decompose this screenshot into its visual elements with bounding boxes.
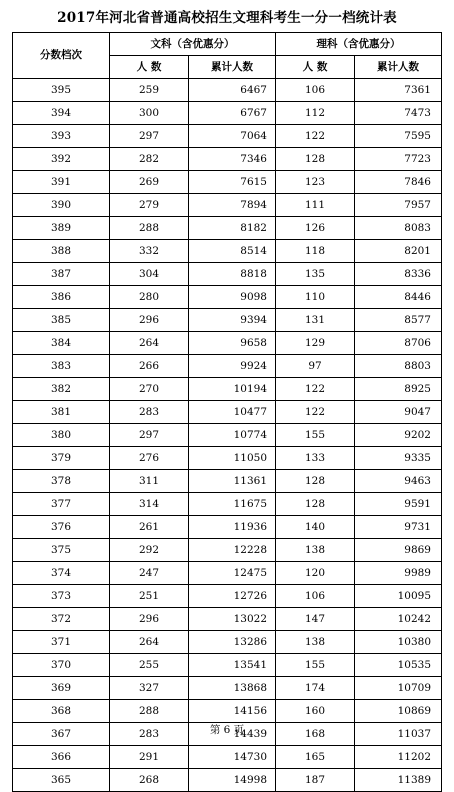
score-cell: 395	[13, 79, 110, 102]
arts-cumulative-cell: 11050	[189, 447, 276, 470]
arts-count-cell: 314	[110, 493, 189, 516]
arts-cumulative-cell: 13868	[189, 677, 276, 700]
arts-cumulative-cell: 12726	[189, 585, 276, 608]
score-cell: 384	[13, 332, 110, 355]
arts-count-cell: 270	[110, 378, 189, 401]
score-cell: 386	[13, 286, 110, 309]
science-count-cell: 106	[276, 585, 355, 608]
science-cumulative-cell: 11202	[355, 746, 442, 769]
score-cell: 372	[13, 608, 110, 631]
score-cell: 387	[13, 263, 110, 286]
arts-cumulative-cell: 9658	[189, 332, 276, 355]
score-cell: 366	[13, 746, 110, 769]
arts-count-cell: 283	[110, 723, 189, 746]
science-count-cell: 97	[276, 355, 355, 378]
score-distribution-table	[12, 32, 442, 792]
science-count-cell: 133	[276, 447, 355, 470]
science-cumulative-cell: 8446	[355, 286, 442, 309]
table-row	[13, 608, 442, 631]
score-cell: 381	[13, 401, 110, 424]
table-row	[13, 194, 442, 217]
science-count-cell: 126	[276, 217, 355, 240]
arts-count-cell: 276	[110, 447, 189, 470]
header-arts-group: 文科（含优惠分）	[110, 33, 276, 56]
score-cell: 373	[13, 585, 110, 608]
arts-cumulative-cell: 6767	[189, 102, 276, 125]
science-cumulative-cell: 7473	[355, 102, 442, 125]
table-row	[13, 746, 442, 769]
science-cumulative-cell: 7846	[355, 171, 442, 194]
science-count-cell: 187	[276, 769, 355, 792]
header-arts-count: 人 数	[110, 56, 189, 79]
science-count-cell: 128	[276, 148, 355, 171]
science-cumulative-cell: 10869	[355, 700, 442, 723]
arts-cumulative-cell: 11936	[189, 516, 276, 539]
science-count-cell: 155	[276, 654, 355, 677]
science-count-cell: 138	[276, 539, 355, 562]
arts-count-cell: 311	[110, 470, 189, 493]
science-count-cell: 131	[276, 309, 355, 332]
score-cell: 388	[13, 240, 110, 263]
science-cumulative-cell: 7957	[355, 194, 442, 217]
science-cumulative-cell: 8336	[355, 263, 442, 286]
arts-cumulative-cell: 9098	[189, 286, 276, 309]
science-count-cell: 147	[276, 608, 355, 631]
science-cumulative-cell: 10709	[355, 677, 442, 700]
science-cumulative-cell: 9463	[355, 470, 442, 493]
arts-cumulative-cell: 12475	[189, 562, 276, 585]
science-cumulative-cell: 9591	[355, 493, 442, 516]
arts-count-cell: 283	[110, 401, 189, 424]
arts-cumulative-cell: 13541	[189, 654, 276, 677]
science-count-cell: 135	[276, 263, 355, 286]
science-count-cell: 122	[276, 378, 355, 401]
arts-cumulative-cell: 7894	[189, 194, 276, 217]
science-cumulative-cell: 9202	[355, 424, 442, 447]
score-cell: 367	[13, 723, 110, 746]
science-cumulative-cell: 11037	[355, 723, 442, 746]
science-cumulative-cell: 9047	[355, 401, 442, 424]
score-cell: 383	[13, 355, 110, 378]
score-cell: 371	[13, 631, 110, 654]
arts-cumulative-cell: 14156	[189, 700, 276, 723]
science-count-cell: 128	[276, 470, 355, 493]
science-count-cell: 155	[276, 424, 355, 447]
science-cumulative-cell: 7723	[355, 148, 442, 171]
score-cell: 380	[13, 424, 110, 447]
score-cell: 369	[13, 677, 110, 700]
table-row	[13, 171, 442, 194]
score-cell: 385	[13, 309, 110, 332]
header-science-count: 人 数	[276, 56, 355, 79]
table-row	[13, 700, 442, 723]
arts-cumulative-cell: 8514	[189, 240, 276, 263]
arts-count-cell: 268	[110, 769, 189, 792]
arts-count-cell: 288	[110, 700, 189, 723]
science-cumulative-cell: 10535	[355, 654, 442, 677]
science-count-cell: 129	[276, 332, 355, 355]
arts-count-cell: 291	[110, 746, 189, 769]
arts-cumulative-cell: 13022	[189, 608, 276, 631]
science-count-cell: 165	[276, 746, 355, 769]
science-count-cell: 140	[276, 516, 355, 539]
arts-cumulative-cell: 7346	[189, 148, 276, 171]
arts-count-cell: 264	[110, 631, 189, 654]
score-cell: 365	[13, 769, 110, 792]
science-count-cell: 122	[276, 401, 355, 424]
table-row	[13, 677, 442, 700]
table-row	[13, 470, 442, 493]
score-cell: 392	[13, 148, 110, 171]
science-cumulative-cell: 8577	[355, 309, 442, 332]
science-cumulative-cell: 8925	[355, 378, 442, 401]
table-row	[13, 493, 442, 516]
science-count-cell: 138	[276, 631, 355, 654]
arts-cumulative-cell: 13286	[189, 631, 276, 654]
science-cumulative-cell: 9989	[355, 562, 442, 585]
science-cumulative-cell: 10380	[355, 631, 442, 654]
table-row	[13, 240, 442, 263]
science-cumulative-cell: 8803	[355, 355, 442, 378]
table-row	[13, 401, 442, 424]
score-cell: 389	[13, 217, 110, 240]
arts-count-cell: 332	[110, 240, 189, 263]
arts-count-cell: 269	[110, 171, 189, 194]
science-cumulative-cell: 9335	[355, 447, 442, 470]
science-cumulative-cell: 10242	[355, 608, 442, 631]
arts-cumulative-cell: 10774	[189, 424, 276, 447]
header-score-band: 分数档次	[13, 33, 110, 79]
science-cumulative-cell: 8706	[355, 332, 442, 355]
science-count-cell: 112	[276, 102, 355, 125]
arts-count-cell: 297	[110, 424, 189, 447]
table-row	[13, 355, 442, 378]
arts-count-cell: 266	[110, 355, 189, 378]
page-number: 第 6 页	[209, 724, 245, 736]
arts-count-cell: 304	[110, 263, 189, 286]
arts-count-cell: 280	[110, 286, 189, 309]
arts-count-cell: 255	[110, 654, 189, 677]
table-row	[13, 585, 442, 608]
science-count-cell: 120	[276, 562, 355, 585]
arts-cumulative-cell: 9394	[189, 309, 276, 332]
table-row	[13, 125, 442, 148]
arts-cumulative-cell: 9924	[189, 355, 276, 378]
header-science-group: 理科（含优惠分）	[276, 33, 442, 56]
table-row	[13, 217, 442, 240]
science-count-cell: 168	[276, 723, 355, 746]
table-row	[13, 562, 442, 585]
table-row	[13, 148, 442, 171]
arts-count-cell: 297	[110, 125, 189, 148]
science-count-cell: 111	[276, 194, 355, 217]
table-row	[13, 286, 442, 309]
arts-cumulative-cell: 14439	[189, 723, 276, 746]
score-cell: 391	[13, 171, 110, 194]
score-cell: 368	[13, 700, 110, 723]
table-row	[13, 309, 442, 332]
arts-count-cell: 279	[110, 194, 189, 217]
table-row	[13, 539, 442, 562]
table-row	[13, 769, 442, 792]
arts-count-cell: 259	[110, 79, 189, 102]
header-science-cumulative: 累计人数	[355, 56, 442, 79]
arts-cumulative-cell: 11361	[189, 470, 276, 493]
arts-cumulative-cell: 10194	[189, 378, 276, 401]
table-row	[13, 263, 442, 286]
arts-count-cell: 251	[110, 585, 189, 608]
science-cumulative-cell: 8083	[355, 217, 442, 240]
table-body	[13, 79, 442, 792]
score-cell: 376	[13, 516, 110, 539]
science-count-cell: 128	[276, 493, 355, 516]
science-count-cell: 106	[276, 79, 355, 102]
table-row	[13, 631, 442, 654]
table-row	[13, 447, 442, 470]
science-cumulative-cell: 7361	[355, 79, 442, 102]
arts-cumulative-cell: 7064	[189, 125, 276, 148]
arts-cumulative-cell: 7615	[189, 171, 276, 194]
table-row	[13, 79, 442, 102]
score-cell: 374	[13, 562, 110, 585]
table-row	[13, 654, 442, 677]
science-count-cell: 118	[276, 240, 355, 263]
arts-count-cell: 296	[110, 309, 189, 332]
science-count-cell: 174	[276, 677, 355, 700]
science-cumulative-cell: 8201	[355, 240, 442, 263]
science-cumulative-cell: 11389	[355, 769, 442, 792]
arts-cumulative-cell: 11675	[189, 493, 276, 516]
score-cell: 379	[13, 447, 110, 470]
arts-count-cell: 292	[110, 539, 189, 562]
page-title: 2017年河北省普通高校招生文理科考生一分一档统计表	[57, 10, 397, 26]
arts-count-cell: 327	[110, 677, 189, 700]
arts-cumulative-cell: 14730	[189, 746, 276, 769]
table-row	[13, 516, 442, 539]
arts-count-cell: 288	[110, 217, 189, 240]
arts-cumulative-cell: 8818	[189, 263, 276, 286]
table-row	[13, 332, 442, 355]
score-cell: 390	[13, 194, 110, 217]
score-cell: 382	[13, 378, 110, 401]
arts-cumulative-cell: 12228	[189, 539, 276, 562]
arts-count-cell: 282	[110, 148, 189, 171]
arts-cumulative-cell: 14998	[189, 769, 276, 792]
arts-count-cell: 247	[110, 562, 189, 585]
arts-count-cell: 261	[110, 516, 189, 539]
header-arts-cumulative: 累计人数	[189, 56, 276, 79]
score-cell: 393	[13, 125, 110, 148]
score-cell: 377	[13, 493, 110, 516]
score-cell: 394	[13, 102, 110, 125]
science-cumulative-cell: 9731	[355, 516, 442, 539]
score-cell: 375	[13, 539, 110, 562]
science-count-cell: 123	[276, 171, 355, 194]
arts-count-cell: 296	[110, 608, 189, 631]
science-cumulative-cell: 10095	[355, 585, 442, 608]
science-cumulative-cell: 9869	[355, 539, 442, 562]
science-count-cell: 160	[276, 700, 355, 723]
arts-count-cell: 264	[110, 332, 189, 355]
arts-cumulative-cell: 10477	[189, 401, 276, 424]
table-row	[13, 378, 442, 401]
science-count-cell: 110	[276, 286, 355, 309]
score-cell: 370	[13, 654, 110, 677]
science-count-cell: 122	[276, 125, 355, 148]
arts-cumulative-cell: 6467	[189, 79, 276, 102]
arts-cumulative-cell: 8182	[189, 217, 276, 240]
score-cell: 378	[13, 470, 110, 493]
science-cumulative-cell: 7595	[355, 125, 442, 148]
table-row	[13, 102, 442, 125]
arts-count-cell: 300	[110, 102, 189, 125]
table-row	[13, 424, 442, 447]
